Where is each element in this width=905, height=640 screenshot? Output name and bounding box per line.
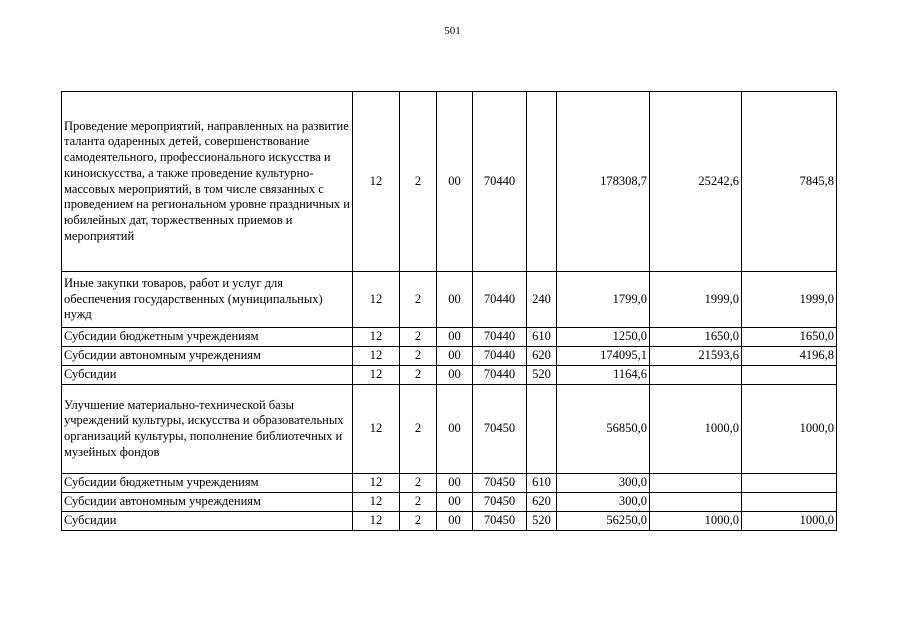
code-expense-type: 240 [527,272,557,328]
code-section: 12 [353,385,400,474]
code-subprogram: 2 [400,474,437,493]
code-main-event: 00 [437,512,473,531]
code-direction: 70440 [473,92,527,272]
row-name: Субсидии [62,512,353,531]
amount-2 [650,366,742,385]
code-expense-type [527,92,557,272]
amount-3 [742,493,837,512]
code-main-event: 00 [437,328,473,347]
amount-1: 300,0 [557,474,650,493]
table-row [62,512,837,531]
amount-3: 4196,8 [742,347,837,366]
amount-3: 7845,8 [742,92,837,272]
row-name: Субсидии автономным учреждениям [62,493,353,512]
code-direction: 70440 [473,272,527,328]
code-subprogram: 2 [400,347,437,366]
table-row [62,272,837,328]
amount-2: 1000,0 [650,512,742,531]
amount-1: 178308,7 [557,92,650,272]
amount-3: 1000,0 [742,385,837,474]
row-name: Субсидии бюджетным учреждениям [62,474,353,493]
code-subprogram: 2 [400,328,437,347]
code-section: 12 [353,512,400,531]
amount-2 [650,474,742,493]
code-subprogram: 2 [400,512,437,531]
code-direction: 70440 [473,347,527,366]
row-name: Субсидии бюджетным учреждениям [62,328,353,347]
code-main-event: 00 [437,493,473,512]
table-row [62,366,837,385]
amount-1: 1164,6 [557,366,650,385]
code-expense-type: 520 [527,512,557,531]
code-section: 12 [353,92,400,272]
amount-1: 1799,0 [557,272,650,328]
code-main-event: 00 [437,92,473,272]
row-name: Иные закупки товаров, работ и услуг для обеспечения государственных (муниципальных) нужд [62,272,353,328]
code-section: 12 [353,474,400,493]
code-subprogram: 2 [400,493,437,512]
code-expense-type [527,385,557,474]
code-direction: 70440 [473,366,527,385]
code-main-event: 00 [437,474,473,493]
code-main-event: 00 [437,347,473,366]
code-subprogram: 2 [400,366,437,385]
amount-3: 1650,0 [742,328,837,347]
table-row [62,347,837,366]
code-direction: 70450 [473,474,527,493]
amount-1: 56250,0 [557,512,650,531]
table-row [62,385,837,474]
code-expense-type: 620 [527,347,557,366]
code-section: 12 [353,347,400,366]
table-row [62,493,837,512]
amount-2: 1650,0 [650,328,742,347]
amount-3: 1999,0 [742,272,837,328]
code-subprogram: 2 [400,92,437,272]
code-direction: 70450 [473,512,527,531]
code-direction: 70450 [473,385,527,474]
budget-table [61,91,837,531]
code-section: 12 [353,272,400,328]
amount-2: 25242,6 [650,92,742,272]
row-name: Улучшение материально-технической базы учреждений культуры, искусства и образовательных организаций культуры, пополнение библиотечных и музейных фондов [62,385,353,474]
amount-1: 56850,0 [557,385,650,474]
amount-3: 1000,0 [742,512,837,531]
amount-2: 1000,0 [650,385,742,474]
code-section: 12 [353,328,400,347]
code-section: 12 [353,366,400,385]
amount-2: 21593,6 [650,347,742,366]
code-subprogram: 2 [400,385,437,474]
amount-1: 174095,1 [557,347,650,366]
amount-2: 1999,0 [650,272,742,328]
page-number: 501 [444,25,461,37]
code-main-event: 00 [437,272,473,328]
code-expense-type: 610 [527,328,557,347]
code-section: 12 [353,493,400,512]
code-subprogram: 2 [400,272,437,328]
table-row [62,474,837,493]
amount-1: 1250,0 [557,328,650,347]
row-name: Субсидии [62,366,353,385]
row-name: Проведение мероприятий, направленных на развитие таланта одаренных детей, совершенствование самодеятельного, профессионального искусства и киноискусства, а также проведение культурно-массовых мероприятий, в том числе связанных с проведением на региональном уровне праздничных и юбилейных дат, торжественных приемов и мероприятий [62,92,353,272]
amount-3 [742,366,837,385]
code-direction: 70450 [473,493,527,512]
code-expense-type: 520 [527,366,557,385]
table-row [62,328,837,347]
amount-2 [650,493,742,512]
code-main-event: 00 [437,366,473,385]
amount-1: 300,0 [557,493,650,512]
code-main-event: 00 [437,385,473,474]
row-name: Субсидии автономным учреждениям [62,347,353,366]
code-direction: 70440 [473,328,527,347]
code-expense-type: 610 [527,474,557,493]
code-expense-type: 620 [527,493,557,512]
amount-3 [742,474,837,493]
table-row [62,92,837,272]
